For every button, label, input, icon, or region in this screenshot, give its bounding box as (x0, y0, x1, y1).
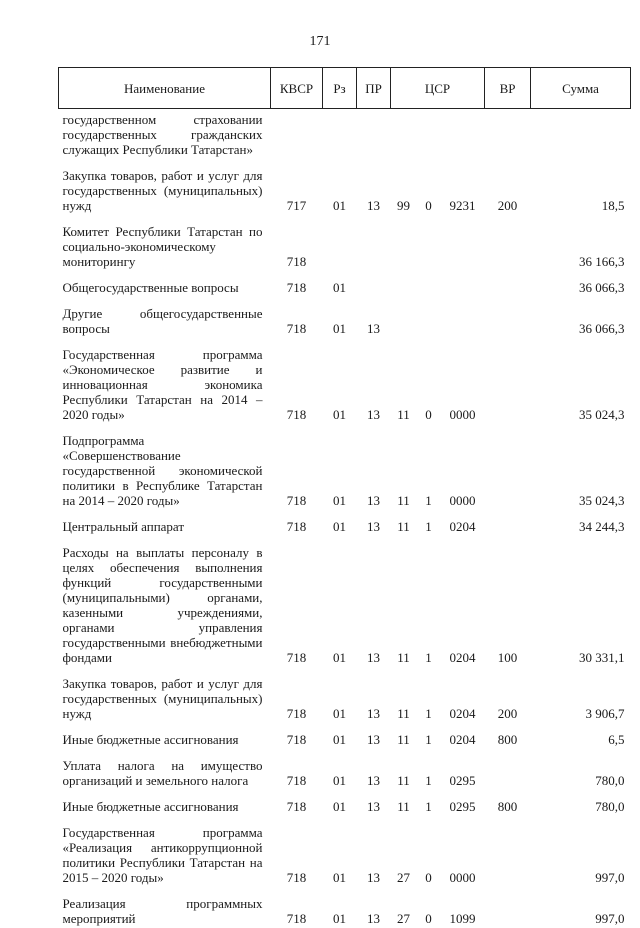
header-name: Наименование (59, 68, 271, 109)
row-csr-subprogram: 1 (417, 510, 441, 536)
row-sum: 36 066,3 (531, 297, 631, 338)
row-csr-direction: 0000 (441, 424, 485, 510)
table-row (59, 424, 631, 510)
row-name: Уплата налога на имущество организаций и земельного налога (59, 749, 271, 790)
row-vr: 200 (485, 159, 531, 215)
table-row (59, 510, 631, 536)
table-row (59, 109, 631, 160)
row-csr-subprogram (417, 297, 441, 338)
row-csr-subprogram: 0 (417, 338, 441, 424)
row-kvsr: 718 (271, 536, 323, 667)
row-pr: 13 (357, 297, 391, 338)
row-sum: 780,0 (531, 790, 631, 816)
table-header-row (59, 68, 631, 109)
row-rz: 01 (323, 297, 357, 338)
header-kvsr: КВСР (271, 68, 323, 109)
header-vr: ВР (485, 68, 531, 109)
row-csr-program (391, 109, 417, 160)
row-pr: 13 (357, 749, 391, 790)
row-rz: 01 (323, 790, 357, 816)
row-kvsr: 717 (271, 159, 323, 215)
row-csr-subprogram: 1 (417, 667, 441, 723)
row-csr-direction (441, 297, 485, 338)
row-rz: 01 (323, 667, 357, 723)
row-kvsr: 718 (271, 723, 323, 749)
table-row (59, 297, 631, 338)
row-rz: 01 (323, 816, 357, 887)
row-csr-direction: 0295 (441, 790, 485, 816)
row-rz (323, 109, 357, 160)
row-sum (531, 109, 631, 160)
row-kvsr: 718 (271, 338, 323, 424)
row-csr-program (391, 297, 417, 338)
row-sum: 34 244,3 (531, 510, 631, 536)
row-name: Реализация программных мероприятий (59, 887, 271, 928)
row-name: Комитет Республики Татарстан по социально-экономическому мониторингу (59, 215, 271, 271)
table-body (59, 109, 631, 928)
row-csr-program (391, 215, 417, 271)
row-vr (485, 816, 531, 887)
row-rz: 01 (323, 338, 357, 424)
header-csr: ЦСР (391, 68, 485, 109)
row-csr-program: 99 (391, 159, 417, 215)
row-csr-program (391, 271, 417, 297)
row-kvsr: 718 (271, 749, 323, 790)
row-csr-subprogram: 0 (417, 159, 441, 215)
row-sum: 36 066,3 (531, 271, 631, 297)
row-csr-direction: 0204 (441, 667, 485, 723)
row-csr-subprogram: 1 (417, 723, 441, 749)
row-kvsr: 718 (271, 816, 323, 887)
row-vr: 800 (485, 723, 531, 749)
row-vr: 100 (485, 536, 531, 667)
row-rz: 01 (323, 723, 357, 749)
row-csr-subprogram: 1 (417, 790, 441, 816)
row-rz: 01 (323, 159, 357, 215)
row-sum: 780,0 (531, 749, 631, 790)
row-vr (485, 297, 531, 338)
row-pr: 13 (357, 887, 391, 928)
row-pr: 13 (357, 338, 391, 424)
table-row (59, 887, 631, 928)
row-csr-subprogram: 1 (417, 536, 441, 667)
row-csr-subprogram (417, 271, 441, 297)
table-row (59, 271, 631, 297)
row-rz: 01 (323, 887, 357, 928)
row-kvsr: 718 (271, 215, 323, 271)
row-csr-direction: 0204 (441, 723, 485, 749)
row-csr-program: 11 (391, 510, 417, 536)
row-csr-direction: 0000 (441, 816, 485, 887)
row-vr: 800 (485, 790, 531, 816)
table-row (59, 749, 631, 790)
row-csr-subprogram (417, 109, 441, 160)
row-kvsr (271, 109, 323, 160)
row-csr-direction: 0295 (441, 749, 485, 790)
row-csr-subprogram (417, 215, 441, 271)
row-vr (485, 510, 531, 536)
row-csr-program: 11 (391, 790, 417, 816)
row-csr-subprogram: 0 (417, 816, 441, 887)
header-sum: Сумма (531, 68, 631, 109)
table-row (59, 790, 631, 816)
row-rz: 01 (323, 271, 357, 297)
row-csr-program: 11 (391, 424, 417, 510)
row-sum: 18,5 (531, 159, 631, 215)
table-row (59, 536, 631, 667)
row-name: Государственная программа «Реализация антикоррупционной политики Республики Татарстан на 2015 – 2020 годы» (59, 816, 271, 887)
row-name: Общегосударственные вопросы (59, 271, 271, 297)
row-rz: 01 (323, 749, 357, 790)
row-rz: 01 (323, 510, 357, 536)
row-kvsr: 718 (271, 887, 323, 928)
row-csr-direction: 1099 (441, 887, 485, 928)
row-sum: 3 906,7 (531, 667, 631, 723)
row-sum: 30 331,1 (531, 536, 631, 667)
row-pr: 13 (357, 159, 391, 215)
row-pr: 13 (357, 723, 391, 749)
row-name: Центральный аппарат (59, 510, 271, 536)
row-kvsr: 718 (271, 790, 323, 816)
row-vr (485, 109, 531, 160)
row-name: государственном страховании государственных гражданских служащих Республики Татарстан» (59, 109, 271, 160)
row-csr-program: 27 (391, 816, 417, 887)
row-csr-direction: 9231 (441, 159, 485, 215)
row-pr: 13 (357, 816, 391, 887)
row-csr-program: 11 (391, 723, 417, 749)
row-csr-subprogram: 1 (417, 749, 441, 790)
row-pr: 13 (357, 510, 391, 536)
row-vr (485, 749, 531, 790)
row-csr-program: 11 (391, 536, 417, 667)
row-vr: 200 (485, 667, 531, 723)
row-pr (357, 271, 391, 297)
row-sum: 6,5 (531, 723, 631, 749)
page-number: 171 (0, 34, 640, 50)
row-csr-program: 11 (391, 667, 417, 723)
row-name: Другие общегосударственные вопросы (59, 297, 271, 338)
row-name: Государственная программа «Экономическое развитие и инновационная экономика Республики Татарстан на 2014 – 2020 годы» (59, 338, 271, 424)
row-vr (485, 338, 531, 424)
table-row (59, 338, 631, 424)
row-name: Иные бюджетные ассигнования (59, 790, 271, 816)
row-csr-direction: 0204 (441, 510, 485, 536)
row-name: Иные бюджетные ассигнования (59, 723, 271, 749)
row-sum: 35 024,3 (531, 424, 631, 510)
row-csr-direction (441, 109, 485, 160)
row-pr (357, 109, 391, 160)
header-pr: ПР (357, 68, 391, 109)
row-pr: 13 (357, 536, 391, 667)
budget-table (58, 67, 631, 928)
row-sum: 997,0 (531, 887, 631, 928)
row-sum: 35 024,3 (531, 338, 631, 424)
row-kvsr: 718 (271, 297, 323, 338)
row-name: Подпрограмма «Совершенствование государственной экономической политики в Республике Татарстан на 2014 – 2020 годы» (59, 424, 271, 510)
row-csr-direction (441, 215, 485, 271)
table-row (59, 215, 631, 271)
row-csr-direction: 0204 (441, 536, 485, 667)
row-csr-program: 27 (391, 887, 417, 928)
row-rz (323, 215, 357, 271)
table-row (59, 816, 631, 887)
row-pr: 13 (357, 790, 391, 816)
header-rz: Рз (323, 68, 357, 109)
row-vr (485, 424, 531, 510)
row-vr (485, 271, 531, 297)
row-rz: 01 (323, 536, 357, 667)
row-name: Закупка товаров, работ и услуг для государственных (муниципальных) нужд (59, 667, 271, 723)
table-row (59, 159, 631, 215)
row-csr-direction: 0000 (441, 338, 485, 424)
row-kvsr: 718 (271, 271, 323, 297)
row-pr (357, 215, 391, 271)
row-kvsr: 718 (271, 424, 323, 510)
row-name: Закупка товаров, работ и услуг для государственных (муниципальных) нужд (59, 159, 271, 215)
row-kvsr: 718 (271, 510, 323, 536)
row-pr: 13 (357, 667, 391, 723)
row-pr: 13 (357, 424, 391, 510)
row-name: Расходы на выплаты персоналу в целях обеспечения выполнения функций государственными (муниципальными) органами, казенными учреждениями, органами управления государственными внебюджетными фондами (59, 536, 271, 667)
table-row (59, 723, 631, 749)
row-csr-program: 11 (391, 749, 417, 790)
row-sum: 36 166,3 (531, 215, 631, 271)
row-csr-direction (441, 271, 485, 297)
row-vr (485, 887, 531, 928)
row-sum: 997,0 (531, 816, 631, 887)
table-row (59, 667, 631, 723)
row-csr-subprogram: 1 (417, 424, 441, 510)
row-csr-subprogram: 0 (417, 887, 441, 928)
row-csr-program: 11 (391, 338, 417, 424)
row-rz: 01 (323, 424, 357, 510)
row-kvsr: 718 (271, 667, 323, 723)
row-vr (485, 215, 531, 271)
